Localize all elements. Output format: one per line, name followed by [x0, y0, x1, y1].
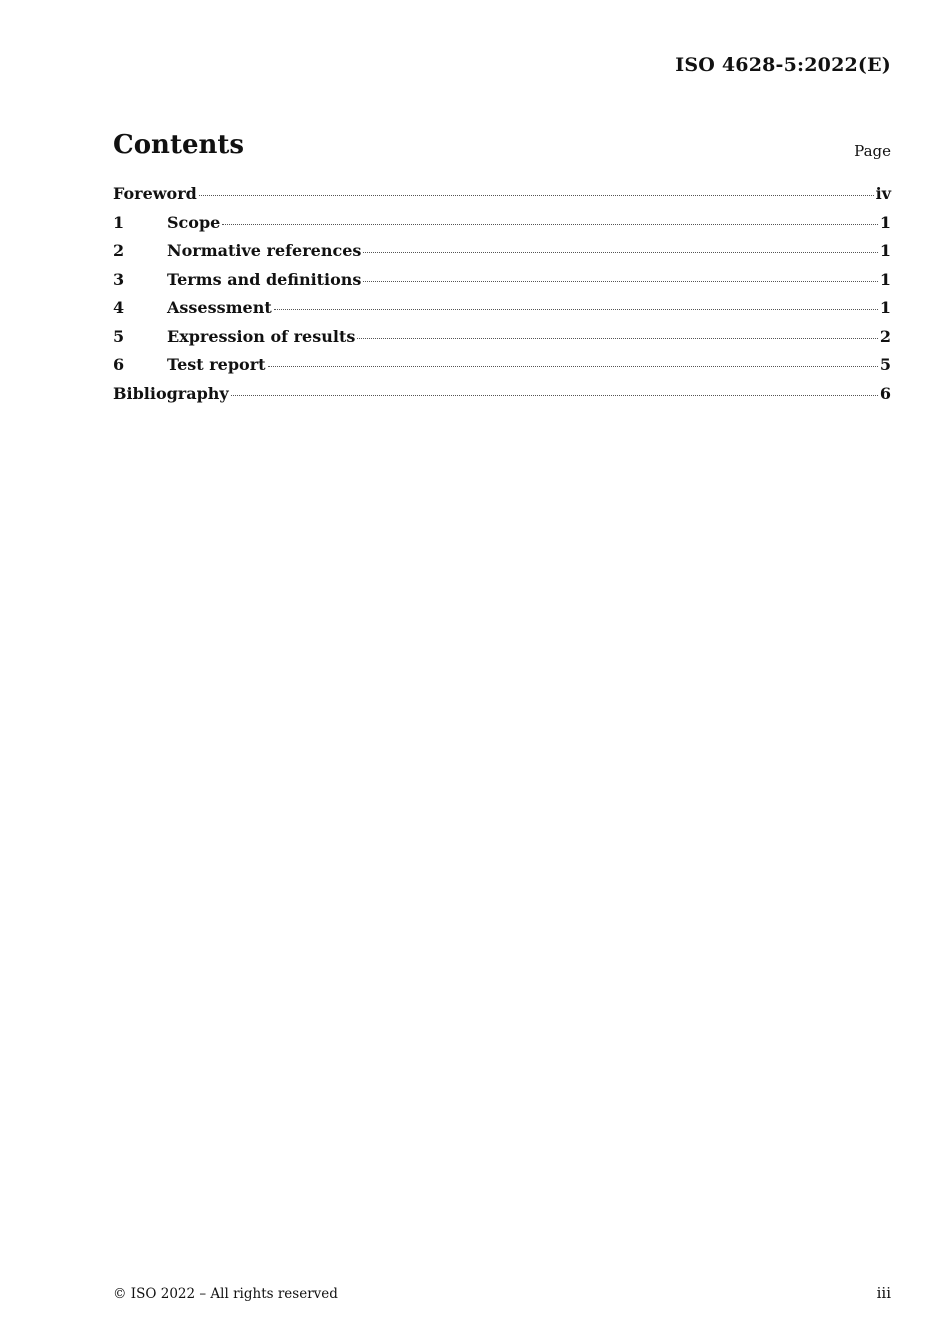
toc-entry-title: Terms and definitions	[167, 269, 362, 289]
page-column-label: Page	[854, 142, 891, 160]
toc-entry-title: Normative references	[167, 241, 362, 260]
toc-entry-bibliography[interactable]	[113, 384, 891, 413]
toc-dot-leader	[274, 309, 878, 310]
toc-entry-page: 6	[879, 383, 891, 403]
toc-entry-page: iv	[875, 184, 891, 203]
copyright-notice: © ISO 2022 – All rights reserved	[113, 1286, 338, 1302]
toc-entry-number: 4	[113, 298, 125, 317]
toc-entry-page: 1	[879, 241, 891, 260]
toc-entry-number: 2	[113, 241, 125, 260]
toc-entry-title: Test report	[167, 355, 266, 374]
document-identifier: ISO 4628-5:2022(E)	[675, 54, 891, 76]
toc-entry-terms-and-definitions[interactable]	[113, 270, 891, 299]
toc-dot-leader	[363, 281, 877, 282]
toc-entry-title: Foreword	[113, 184, 197, 203]
toc-dot-leader	[363, 252, 877, 253]
toc-entry-test-report[interactable]	[113, 355, 891, 384]
toc-dot-leader	[268, 366, 878, 367]
toc-entry-normative-references[interactable]	[113, 241, 891, 270]
toc-entry-assessment[interactable]	[113, 298, 891, 327]
toc-dot-leader	[199, 195, 874, 196]
toc-entry-title: Bibliography	[113, 383, 229, 403]
contents-heading: Contents	[113, 130, 245, 160]
toc-dot-leader	[231, 395, 878, 396]
toc-entry-page: 1	[879, 298, 891, 317]
toc-entry-page: 5	[879, 355, 891, 374]
toc-entry-page: 2	[879, 326, 891, 346]
toc-entry-page: 1	[879, 212, 891, 232]
toc-entry-title: Assessment	[167, 298, 272, 317]
toc-dot-leader	[222, 224, 878, 225]
toc-entry-scope[interactable]	[113, 213, 891, 242]
toc-entry-title: Expression of results	[167, 326, 356, 346]
toc-entry-expression-of-results[interactable]	[113, 327, 891, 356]
toc-entry-number: 6	[113, 355, 125, 374]
toc-entry-number: 1	[113, 212, 125, 232]
table-of-contents	[113, 184, 891, 412]
toc-entry-number: 5	[113, 326, 125, 346]
page-number: iii	[876, 1284, 891, 1302]
toc-entry-page: 1	[879, 269, 891, 289]
toc-entry-title: Scope	[167, 212, 221, 232]
toc-dot-leader	[357, 338, 878, 339]
toc-entry-number: 3	[113, 269, 125, 289]
toc-entry-foreword[interactable]	[113, 184, 891, 213]
